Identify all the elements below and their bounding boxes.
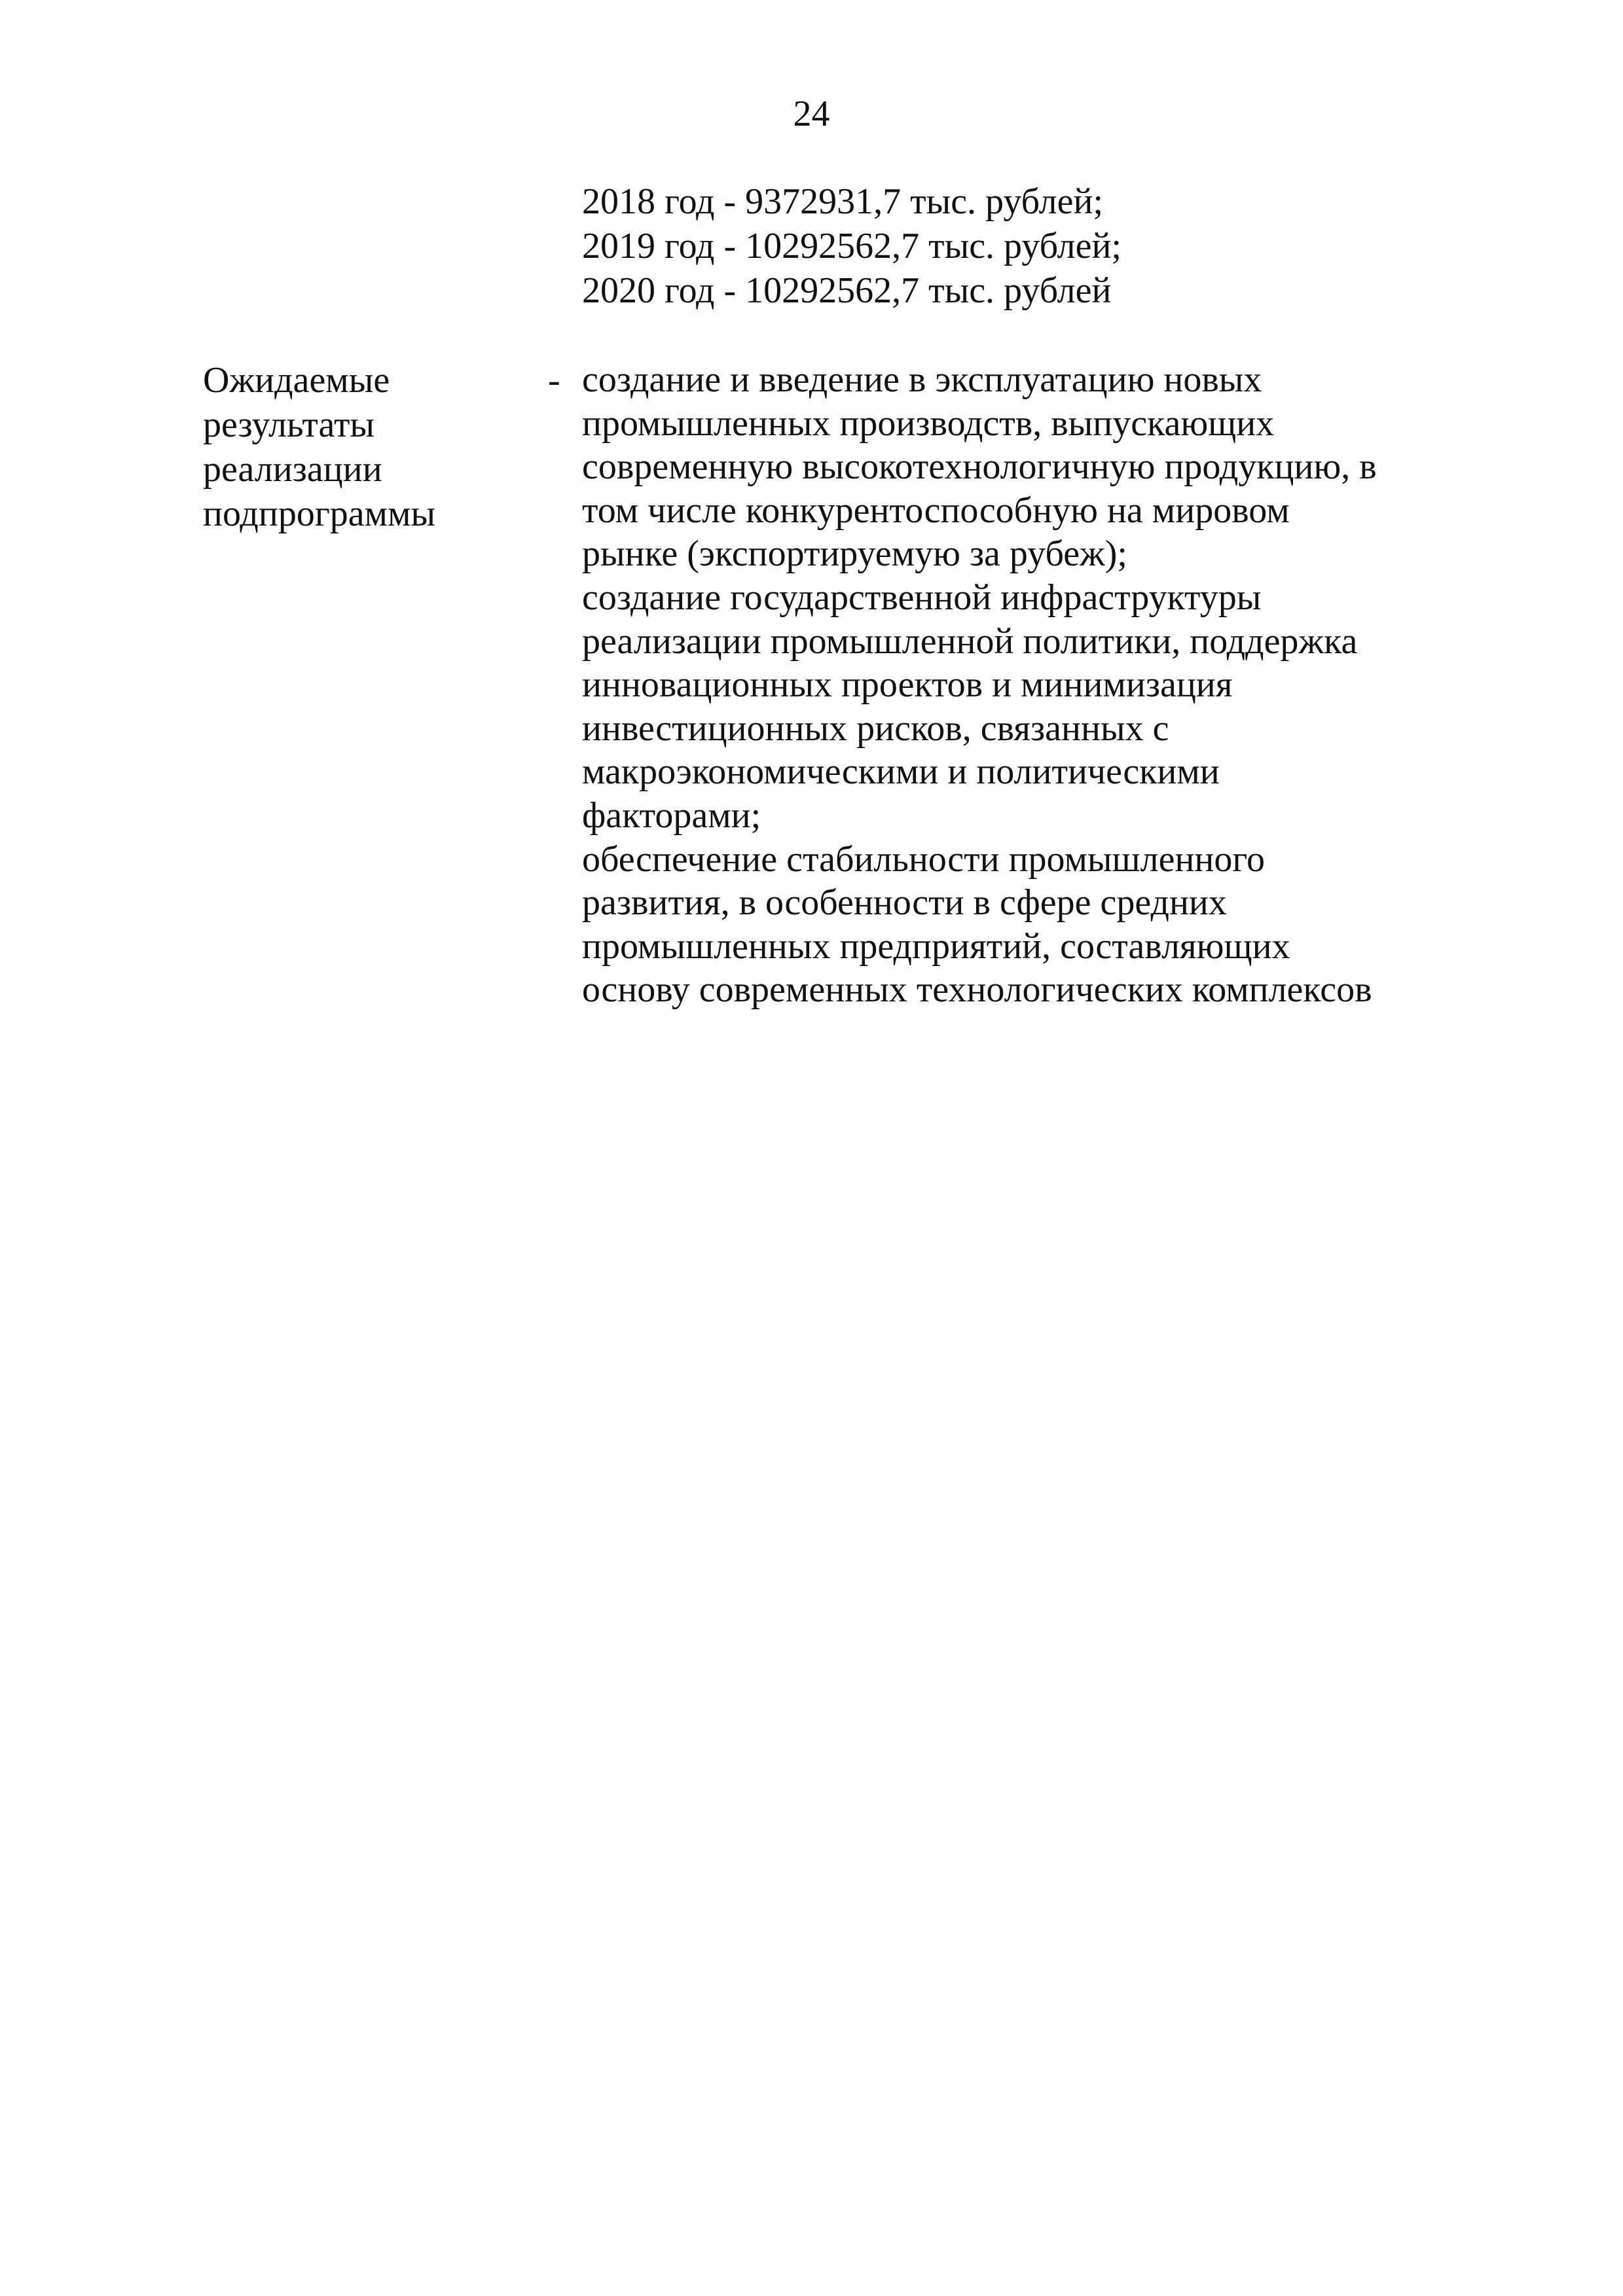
text-line: создание и введение в эксплуатацию новых	[582, 359, 1262, 400]
text-line: макроэкономическими и политическими	[582, 751, 1220, 793]
funding-by-year	[582, 179, 1122, 313]
label-line: реализации	[203, 449, 382, 490]
text-line: инновационных проектов и минимизация	[582, 664, 1233, 706]
label-line: Ожидаемые	[203, 360, 390, 401]
text-line: факторами;	[582, 795, 761, 836]
text-line: современную высокотехнологичную продукцию, в	[582, 446, 1377, 488]
label-line: подпрограммы	[203, 493, 436, 534]
funding-line-2019: 2019 год - 10292562,7 тыс. рублей;	[582, 226, 1122, 266]
page-number: 24	[793, 94, 830, 134]
funding-line-2020: 2020 год - 10292562,7 тыс. рублей	[582, 270, 1112, 311]
text-line: создание государственной инфраструктуры	[582, 577, 1262, 618]
text-line: обеспечение стабильности промышленного	[582, 838, 1265, 880]
text-line: промышленных производств, выпускающих	[582, 403, 1275, 444]
text-line: рынке (экспортируемую за рубеж);	[582, 533, 1127, 575]
text-line: том числе конкурентоспособную на мировом	[582, 490, 1290, 531]
text-line: развития, в особенности в сфере средних	[582, 882, 1227, 924]
funding-line-2018: 2018 год - 9372931,7 тыс. рублей;	[582, 181, 1104, 222]
label-line: результаты	[203, 404, 375, 445]
expected-results-text	[582, 358, 1377, 1012]
expected-results-label	[203, 358, 435, 536]
text-line: реализации промышленной политики, поддержка	[582, 620, 1358, 662]
text-line: инвестиционных рисков, связанных с	[582, 708, 1169, 749]
text-line: основу современных технологических комплексов	[582, 969, 1372, 1011]
row-dash: -	[548, 360, 560, 401]
text-line: промышленных предприятий, составляющих	[582, 925, 1290, 967]
